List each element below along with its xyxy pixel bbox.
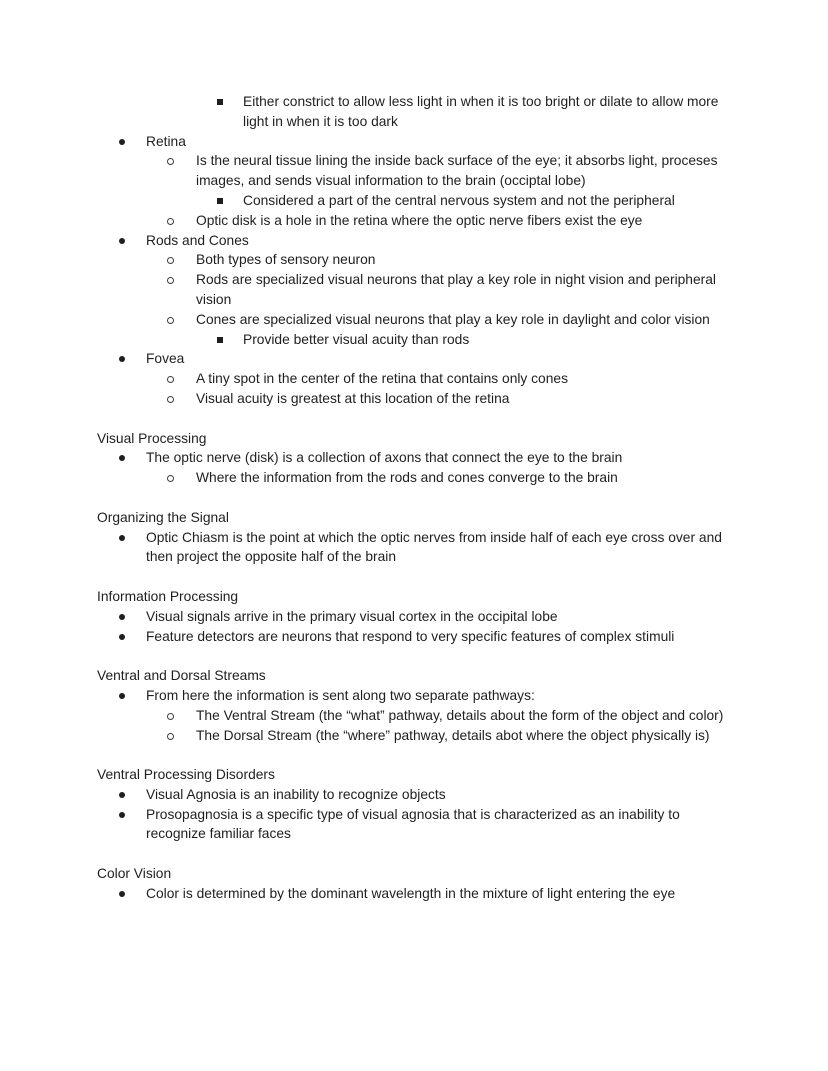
list-item	[97, 151, 731, 191]
list-item-text: Feature detectors are neurons that respond to very specific features of complex stimuli	[146, 628, 675, 644]
list-item	[97, 805, 731, 845]
bullet-circle-icon	[167, 317, 174, 324]
list-item	[97, 211, 731, 231]
list-item	[97, 330, 731, 350]
list-item-text: The Dorsal Stream (the “where” pathway, details abot where the object physically is)	[196, 727, 710, 743]
list-item-text: Optic disk is a hole in the retina where the optic nerve fibers exist the eye	[196, 212, 643, 228]
bullet-circle-icon	[167, 396, 174, 403]
list-item	[97, 310, 731, 330]
list-item-text: Rods and Cones	[146, 232, 249, 248]
list-item-text: Considered a part of the central nervous system and not the peripheral	[243, 192, 675, 208]
section-heading: Information Processing	[97, 588, 239, 604]
list-item-text: A tiny spot in the center of the retina that contains only cones	[196, 371, 568, 387]
list-item	[97, 92, 731, 132]
list-item-text: Visual acuity is greatest at this location of the retina	[196, 390, 510, 406]
list-item	[97, 686, 731, 706]
bullet-disc-icon	[119, 455, 125, 461]
list-item-text: The Ventral Stream (the “what” pathway, details about the form of the object and color)	[196, 707, 724, 723]
list-item	[97, 132, 731, 152]
list-item	[97, 448, 731, 468]
list-item-text: Is the neural tissue lining the inside back surface of the eye; it absorbs light, proceses images, and sends visual information to the brain (occiptal lobe)	[196, 153, 718, 189]
bullet-disc-icon	[119, 792, 125, 798]
list-item-text: Cones are specialized visual neurons that play a key role in daylight and color vision	[196, 311, 710, 327]
list-item	[97, 250, 731, 270]
bullet-disc-icon	[119, 812, 125, 818]
bullet-disc-icon	[119, 535, 125, 541]
list-item-text: From here the information is sent along two separate pathways:	[146, 687, 535, 703]
bullet-square-icon	[217, 198, 223, 204]
list-item-text: Provide better visual acuity than rods	[243, 331, 470, 347]
bullet-disc-icon	[119, 891, 125, 897]
section-heading: Organizing the Signal	[97, 509, 229, 525]
bullet-disc-icon	[119, 356, 125, 362]
list-item-text: Rods are specialized visual neurons that play a key role in night vision and peripheral vision	[196, 272, 716, 307]
bullet-circle-icon	[167, 733, 174, 740]
bullet-square-icon	[217, 99, 223, 105]
list-item-text: Retina	[146, 133, 186, 149]
bullet-circle-icon	[167, 158, 174, 165]
bullet-circle-icon	[167, 218, 174, 225]
list-item	[97, 607, 731, 627]
list-item-text: The optic nerve (disk) is a collection of axons that connect the eye to the brain	[146, 450, 623, 466]
section-spacer	[97, 745, 731, 765]
bullet-disc-icon	[119, 693, 125, 699]
list-item-text: Prosopagnosia is a specific type of visual agnosia that is characterized as an inability to recognize familiar faces	[146, 806, 680, 842]
list-item-text: Color is determined by the dominant wavelength in the mixture of light entering the eye	[146, 885, 676, 901]
list-item-text: Visual signals arrive in the primary visual cortex in the occipital lobe	[146, 608, 558, 624]
list-item	[97, 785, 731, 805]
list-item	[97, 191, 731, 211]
list-item	[97, 726, 731, 746]
list-item	[97, 884, 731, 904]
bullet-disc-icon	[119, 634, 125, 640]
list-item	[97, 369, 731, 389]
section-heading: Ventral and Dorsal Streams	[97, 668, 266, 684]
bullet-disc-icon	[119, 139, 125, 145]
section-heading: Visual Processing	[97, 430, 207, 446]
list-item	[97, 231, 731, 251]
list-item-text: Either constrict to allow less light in when it is too bright or dilate to allow more light in when it is too dark	[243, 94, 719, 129]
section-spacer	[97, 567, 731, 587]
section-spacer	[97, 646, 731, 666]
list-item	[97, 349, 731, 369]
list-item	[97, 528, 731, 568]
list-item-text: Both types of sensory neuron	[196, 252, 376, 268]
list-item	[97, 627, 731, 647]
list-item	[97, 389, 731, 409]
list-item	[97, 706, 731, 726]
bullet-square-icon	[217, 337, 223, 343]
list-item-text: Optic Chiasm is the point at which the optic nerves from inside half of each eye cross over and then project the opposite half of the brain	[146, 529, 722, 565]
list-item	[97, 468, 731, 488]
bullet-circle-icon	[167, 257, 174, 264]
bullet-disc-icon	[119, 614, 125, 620]
bullet-circle-icon	[167, 475, 174, 482]
bullet-circle-icon	[167, 277, 174, 284]
list-item-text: Fovea	[146, 351, 185, 367]
list-item	[97, 270, 731, 310]
bullet-circle-icon	[167, 713, 174, 720]
list-item-text: Visual Agnosia is an inability to recognize objects	[146, 786, 446, 802]
section-spacer	[97, 488, 731, 508]
section-spacer	[97, 844, 731, 864]
section-heading: Ventral Processing Disorders	[97, 767, 275, 783]
section-spacer	[97, 409, 731, 429]
bullet-disc-icon	[119, 238, 125, 244]
bullet-circle-icon	[167, 376, 174, 383]
list-item-text: Where the information from the rods and cones converge to the brain	[196, 470, 618, 486]
section-heading: Color Vision	[97, 866, 172, 882]
